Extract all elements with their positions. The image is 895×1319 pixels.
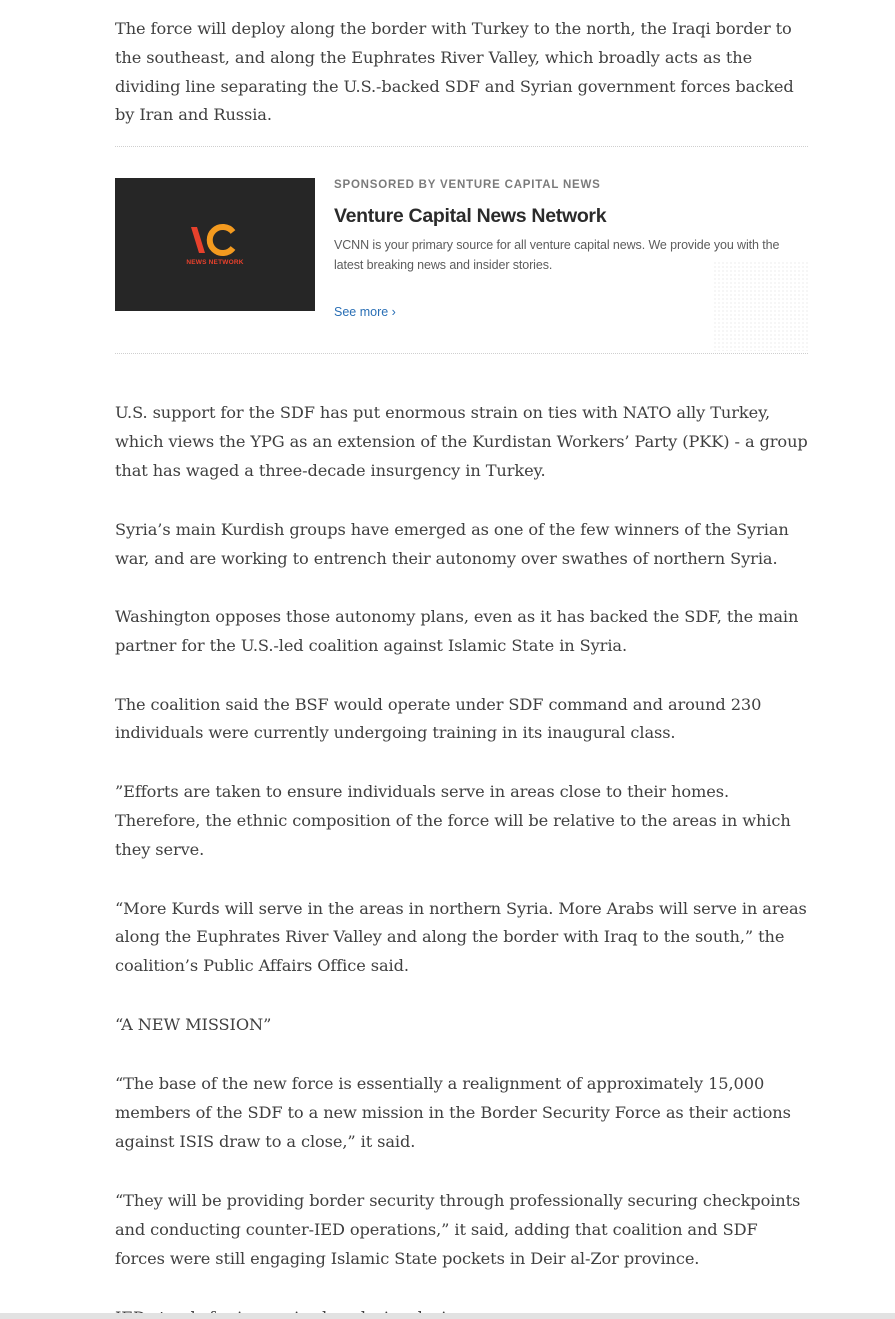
article-paragraph: “They will be providing border security through professionally securing checkpoints and conducting counter-IED operations,” it said, adding that coalition and SDF forces were still engaging Islamic State pockets in Deir al-Zor province.: [115, 1191, 801, 1268]
article-paragraph: The coalition said the BSF would operate under SDF command and around 230 individuals were currently undergoing training in its inaugural class.: [115, 694, 762, 743]
article-paragraph: “The base of the new force is essentially a realignment of approximately 15,000 members of the SDF to a new mission in the Border Security Force as their actions against ISIS draw to a close,” it said.: [115, 1074, 791, 1151]
decorative-pattern: [713, 261, 808, 351]
sponsor-title[interactable]: Venture Capital News Network: [334, 205, 607, 227]
sponsor-label: SPONSORED BY VENTURE CAPITAL NEWS: [334, 179, 601, 191]
section-heading: “A NEW MISSION”: [115, 1015, 272, 1035]
article-paragraph: “More Kurds will serve in the areas in northern Syria. More Arabs will serve in areas along the Euphrates River Valley and along the border with Iraq to the south,” the coalition’s Public Affairs Office said.: [115, 898, 807, 976]
sponsored-content-card[interactable]: [115, 146, 808, 354]
sponsor-description: VCNN is your primary source for all venture capital news. We provide you with the latest breaking news and insider stories.: [334, 238, 780, 272]
vc-logo-icon: [185, 223, 245, 257]
article-paragraph: Syria’s main Kurdish groups have emerged as one of the few winners of the Syrian war, and are working to entrench their autonomy over swathes of northern Syria.: [115, 519, 789, 568]
article-paragraph: The force will deploy along the border with Turkey to the north, the Iraqi border to the southeast, and along the Euphrates River Valley, which broadly acts as the dividing line separating the U.S.-backed SDF and Syrian government forces backed by Iran and Russia.: [115, 19, 794, 125]
article-paragraph: Washington opposes those autonomy plans, even as it has backed the SDF, the main partner for the U.S.-led coalition against Islamic State in Syria.: [115, 607, 799, 656]
sponsor-logo-text: NEWS NETWORK: [186, 259, 244, 266]
article-paragraph: ”Efforts are taken to ensure individuals serve in areas close to their homes. Therefore, the ethnic composition of the force will be relative to the areas in which they serve.: [115, 782, 791, 859]
bottom-scroll-bar: [0, 1313, 895, 1319]
see-more-link[interactable]: See more ›: [334, 305, 396, 319]
sponsor-logo-image[interactable]: [115, 178, 315, 311]
article-paragraph: U.S. support for the SDF has put enormous strain on ties with NATO ally Turkey, which views the YPG as an extension of the Kurdistan Workers’ Party (PKK) - a group that has waged a three-decade insurgency in Turkey.: [115, 403, 808, 480]
article-top: [115, 15, 808, 130]
article-body: [115, 399, 808, 1319]
